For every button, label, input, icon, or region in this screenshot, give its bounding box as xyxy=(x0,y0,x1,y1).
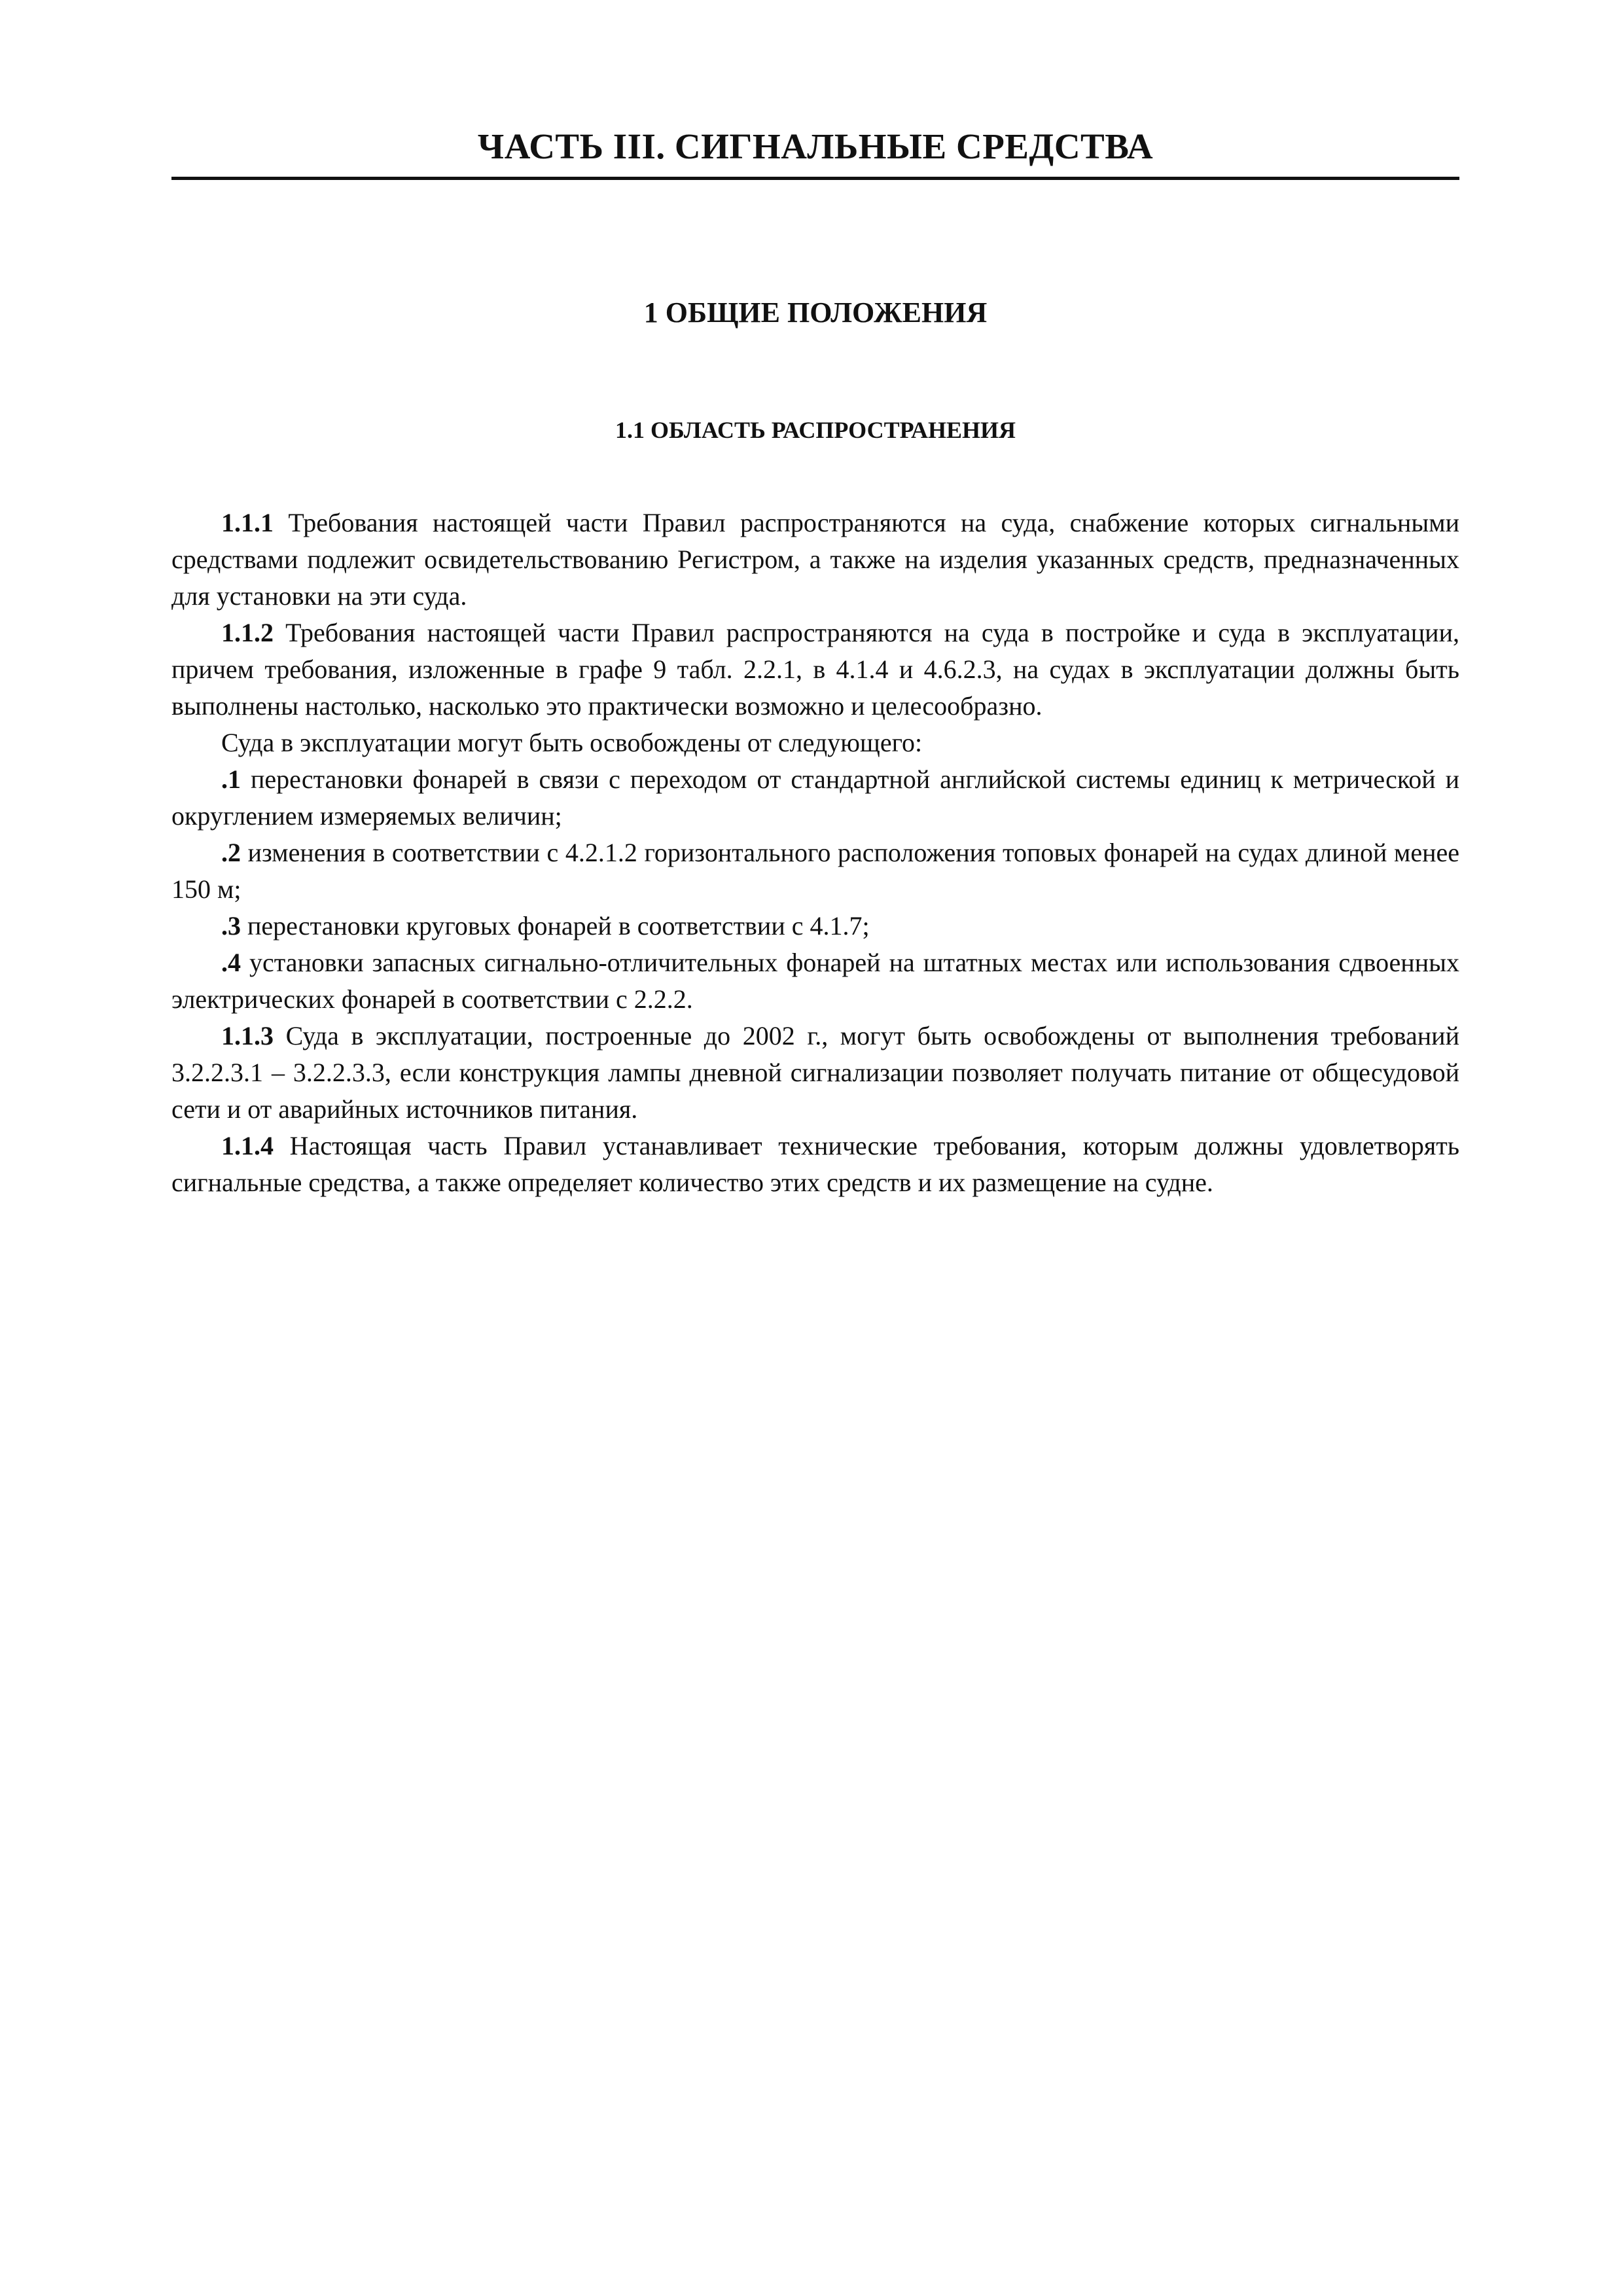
body-text xyxy=(171,505,1459,1201)
list-item-4 xyxy=(171,944,1459,1018)
paragraph-text: Настоящая часть Правил устанавливает технические требования, которым должны удовлетворять сигнальные средства, а также определяет количество этих средств и их размещение на судне. xyxy=(171,1131,1459,1197)
list-item-text: перестановки круговых фонарей в соответствии с 4.1.7; xyxy=(241,911,870,941)
paragraph-number: 1.1.3 xyxy=(221,1021,274,1050)
list-item-number: .4 xyxy=(221,948,241,977)
paragraph-1-1-1 xyxy=(171,505,1459,615)
list-item-2 xyxy=(171,834,1459,908)
paragraph-number: 1.1.2 xyxy=(221,618,274,647)
list-item-text: изменения в соответствии с 4.2.1.2 горизонтального расположения топовых фонарей на судах длиной менее 150 м; xyxy=(171,838,1459,904)
list-item-text: перестановки фонарей в связи с переходом от стандартной английской системы единиц к метрической и округлением измеряемых величин; xyxy=(171,764,1459,831)
paragraph-text: Требования настоящей части Правил распространяются на суда, снабжение которых сигнальными средствами подлежит освидетельствованию Регистром, а также на изделия указанных средств, предназначенных для установки на эти суда. xyxy=(171,508,1459,611)
list-item-number: .1 xyxy=(221,764,241,794)
list-item-text: установки запасных сигнально-отличительных фонарей на штатных местах или использования сдвоенных электрических фонарей в соответствии с 2.2.2. xyxy=(171,948,1459,1014)
paragraph-1-1-2 xyxy=(171,615,1459,725)
list-item-3 xyxy=(171,908,1459,944)
paragraph-number: 1.1.4 xyxy=(221,1131,274,1160)
paragraph-number: 1.1.1 xyxy=(221,508,274,537)
section-title: 1 ОБЩИЕ ПОЛОЖЕНИЯ xyxy=(643,296,988,329)
list-item-number: .3 xyxy=(221,911,241,941)
paragraph-1-1-4 xyxy=(171,1128,1459,1201)
paragraph-text: Суда в эксплуатации могут быть освобождены от следующего: xyxy=(221,728,923,757)
title-underline xyxy=(171,177,1459,180)
subsection-title: 1.1 ОБЛАСТЬ РАСПРОСТРАНЕНИЯ xyxy=(615,417,1016,443)
part-title: ЧАСТЬ III. СИГНАЛЬНЫЕ СРЕДСТВА xyxy=(477,126,1154,166)
paragraph-exemptions-intro xyxy=(171,725,1459,761)
paragraph-text: Требования настоящей части Правил распространяются на суда в постройке и суда в эксплуатации, причем требования, изложенные в графе 9 табл. 2.2.1, в 4.1.4 и 4.6.2.3, на судах в эксплуатации должны быть выполнены настолько, насколько это практически возможно и целесообразно. xyxy=(171,618,1459,721)
list-item-number: .2 xyxy=(221,838,241,867)
paragraph-1-1-3 xyxy=(171,1018,1459,1128)
paragraph-text: Суда в эксплуатации, построенные до 2002 г., могут быть освобождены от выполнения требований 3.2.2.3.1 – 3.2.2.3.3, если конструкция лампы дневной сигнализации позволяет получать питание от общесудовой сети и от аварийных источников питания. xyxy=(171,1021,1459,1124)
list-item-1 xyxy=(171,761,1459,834)
